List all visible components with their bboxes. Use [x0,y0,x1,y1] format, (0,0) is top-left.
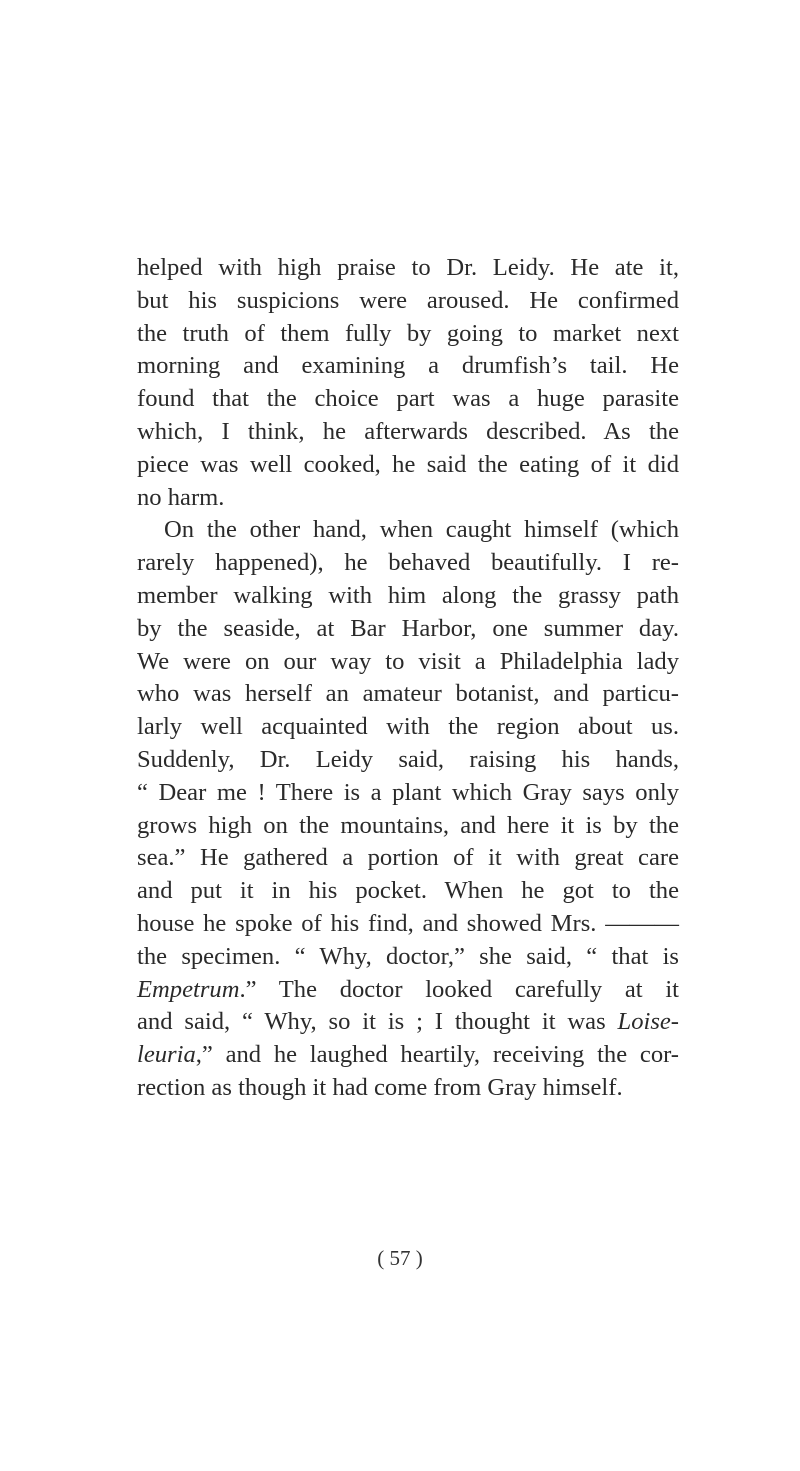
text-line: piece was well cooked, he said the eating of it did [137,450,679,478]
paragraph-2 [137,514,679,1104]
text-line: rarely happened), he behaved beautifully. I re- [137,549,679,577]
text-line: who was herself an amateur botanist, and particu- [137,680,679,708]
text-line: We were on our way to visit a Philadelphia lady [137,647,679,675]
text-line: helped with high praise to Dr. Leidy. He ate it, [137,254,679,281]
italic-term: Loise- [617,1008,679,1036]
text-line: member walking with him along the grassy path [137,581,679,609]
text-line: but his suspicions were aroused. He confirmed [137,286,679,314]
text-line: the specimen. “ Why, doctor,” she said, “ that is [137,942,679,970]
text-line: the truth of them fully by going to market next [137,319,679,347]
text-line: which, I think, he afterwards described. As the [137,417,679,445]
text-line: no harm. [137,483,225,511]
text-line: by the seaside, at Bar Harbor, one summer day. [137,614,679,642]
text-line: house he spoke of his find, and showed Mrs. ——— [137,909,679,937]
text-line: “ Dear me ! There is a plant which Gray says only [137,778,679,806]
text-line: Suddenly, Dr. Leidy said, raising his hands, [137,745,679,773]
page-number: ( 57 ) [377,1246,423,1270]
paragraph-1 [137,252,679,514]
text-line: found that the choice part was a huge parasite [137,385,679,413]
text-line: Empetrum.” The doctor looked carefully at it [137,975,679,1003]
book-page [137,252,679,1105]
text-line: sea.” He gathered a portion of it with great care [137,844,679,872]
text-line: and said, “ Why, so it is ; I thought it was Loise- [137,1008,679,1036]
text-line: larly well acquainted with the region about us. [137,713,679,741]
text-line: and put it in his pocket. When he got to the [137,877,679,905]
italic-term: Empetrum [137,975,240,1003]
text-line: rection as though it had come from Gray himself. [137,1073,623,1101]
text-line: On the other hand, when caught himself (which [164,516,679,544]
text-line: grows high on the mountains, and here it is by the [137,811,679,839]
text-line: leuria,” and he laughed heartily, receiving the cor- [137,1041,679,1069]
italic-term: leuria [137,1041,196,1069]
text-line: morning and examining a drumfish’s tail. He [137,352,679,380]
